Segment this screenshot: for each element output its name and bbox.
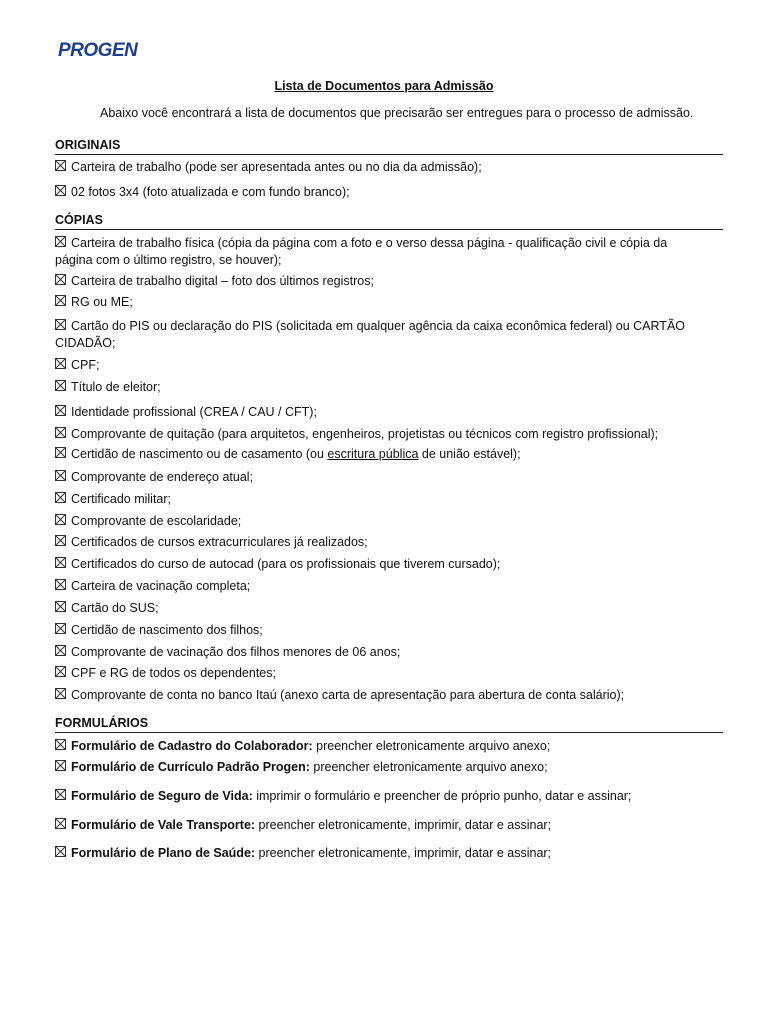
list-item [55, 318, 723, 352]
list-item [55, 556, 723, 573]
list-item [55, 184, 723, 201]
checkbox-icon [55, 358, 66, 369]
checkbox-icon [55, 557, 66, 568]
section-formularios [55, 716, 723, 860]
item-text: Comprovante de escolaridade; [71, 514, 242, 528]
item-text: Cartão do SUS; [71, 601, 159, 615]
list-item [55, 817, 723, 834]
form-name: Formulário de Cadastro do Colaborador: [71, 739, 313, 753]
intro-text: Abaixo você encontrará a lista de documentos que precisarão ser entregues para o processo de admissão. [100, 106, 694, 120]
item-text: Certidão de nascimento ou de casamento (ou [71, 447, 328, 461]
list-item [55, 644, 723, 661]
list-item [55, 159, 723, 176]
list-item [55, 491, 723, 508]
item-text: CIDADÃO; [55, 336, 116, 350]
item-text: de união estável); [418, 447, 521, 461]
section-copias [55, 213, 723, 702]
item-text: Certificados de cursos extracurriculares já realizados; [71, 535, 368, 549]
section-heading: ORIGINAIS [55, 138, 723, 155]
item-text: Carteira de trabalho digital – foto dos últimos registros; [71, 274, 374, 288]
item-text: Comprovante de conta no banco Itaú (anexo carta de apresentação para abertura de conta salário); [71, 688, 625, 702]
checkbox-icon [55, 645, 66, 656]
list-item [55, 845, 723, 862]
checkbox-icon [55, 623, 66, 634]
checkbox-icon [55, 760, 66, 771]
item-text: preencher eletronicamente arquivo anexo; [312, 739, 551, 753]
item-text: CPF e RG de todos os dependentes; [71, 666, 276, 680]
list-item [55, 759, 723, 776]
item-text-underlined: escritura pública [327, 447, 419, 461]
checkbox-icon [55, 274, 66, 285]
list-item [55, 687, 723, 704]
item-text: imprimir o formulário e preencher de próprio punho, datar e assinar; [252, 789, 632, 803]
checkbox-icon [55, 427, 66, 438]
checkbox-icon [55, 185, 66, 196]
list-item [55, 379, 723, 396]
list-item [55, 235, 723, 269]
list-item [55, 622, 723, 639]
section-heading: FORMULÁRIOS [55, 716, 723, 733]
item-text: Carteira de trabalho (pode ser apresentada antes ou no dia da admissão); [71, 160, 482, 174]
item-text: Certidão de nascimento dos filhos; [71, 623, 263, 637]
list-item [55, 357, 723, 374]
form-name: Formulário de Seguro de Vida: [71, 789, 253, 803]
checkbox-icon [55, 688, 66, 699]
item-text: RG ou ME; [71, 295, 133, 309]
item-text: página com o último registro, se houver); [55, 253, 282, 267]
item-text: Carteira de trabalho física (cópia da página com a foto e o verso dessa página - qualificação civil e cópia da [71, 236, 668, 250]
checkbox-icon [55, 492, 66, 503]
list-item [55, 294, 723, 311]
item-text: Título de eleitor; [71, 380, 161, 394]
item-text: 02 fotos 3x4 (foto atualizada e com fundo branco); [71, 185, 350, 199]
document-title: Lista de Documentos para Admissão [274, 79, 494, 93]
checkbox-icon [55, 739, 66, 750]
list-item [55, 404, 723, 421]
checkbox-icon [55, 601, 66, 612]
item-text: Certificados do curso de autocad (para os profissionais que tiverem cursado); [71, 557, 501, 571]
list-item [55, 578, 723, 595]
form-name: Formulário de Plano de Saúde: [71, 846, 256, 860]
checkbox-icon [55, 579, 66, 590]
checkbox-icon [55, 470, 66, 481]
item-text: Carteira de vacinação completa; [71, 579, 251, 593]
list-item [55, 446, 723, 463]
item-text: CPF; [71, 358, 100, 372]
list-item [55, 426, 723, 443]
list-item [55, 513, 723, 530]
section-originais [55, 138, 723, 199]
item-text: Identidade profissional (CREA / CAU / CFT); [71, 405, 317, 419]
checkbox-icon [55, 666, 66, 677]
progen-logo: PROGEN [58, 40, 138, 61]
item-text: preencher eletronicamente arquivo anexo; [309, 760, 548, 774]
item-text: Comprovante de endereço atual; [71, 470, 254, 484]
list-item [55, 665, 723, 682]
item-text: preencher eletronicamente, imprimir, datar e assinar; [255, 846, 552, 860]
item-text: Comprovante de quitação (para arquitetos, engenheiros, projetistas ou técnicos com registro profissional); [71, 427, 659, 441]
checkbox-icon [55, 319, 66, 330]
checkbox-icon [55, 405, 66, 416]
checkbox-icon [55, 535, 66, 546]
section-heading: CÓPIAS [55, 213, 723, 230]
form-name: Formulário de Vale Transporte: [71, 818, 256, 832]
item-text: Certificado militar; [71, 492, 172, 506]
item-text: Cartão do PIS ou declaração do PIS (solicitada em qualquer agência da caixa econômica federal) ou CARTÃO [71, 319, 686, 333]
list-item [55, 469, 723, 486]
checkbox-icon [55, 295, 66, 306]
checkbox-icon [55, 447, 66, 458]
checkbox-icon [55, 160, 66, 171]
list-item [55, 738, 723, 755]
item-text: Comprovante de vacinação dos filhos menores de 06 anos; [71, 645, 401, 659]
list-item [55, 534, 723, 551]
form-name: Formulário de Currículo Padrão Progen: [71, 760, 310, 774]
list-item [55, 600, 723, 617]
checkbox-icon [55, 846, 66, 857]
checkbox-icon [55, 380, 66, 391]
item-text: preencher eletronicamente, imprimir, datar e assinar; [255, 818, 552, 832]
checkbox-icon [55, 789, 66, 800]
list-item [55, 788, 723, 805]
list-item [55, 273, 723, 290]
checkbox-icon [55, 514, 66, 525]
checkbox-icon [55, 818, 66, 829]
checkbox-icon [55, 236, 66, 247]
